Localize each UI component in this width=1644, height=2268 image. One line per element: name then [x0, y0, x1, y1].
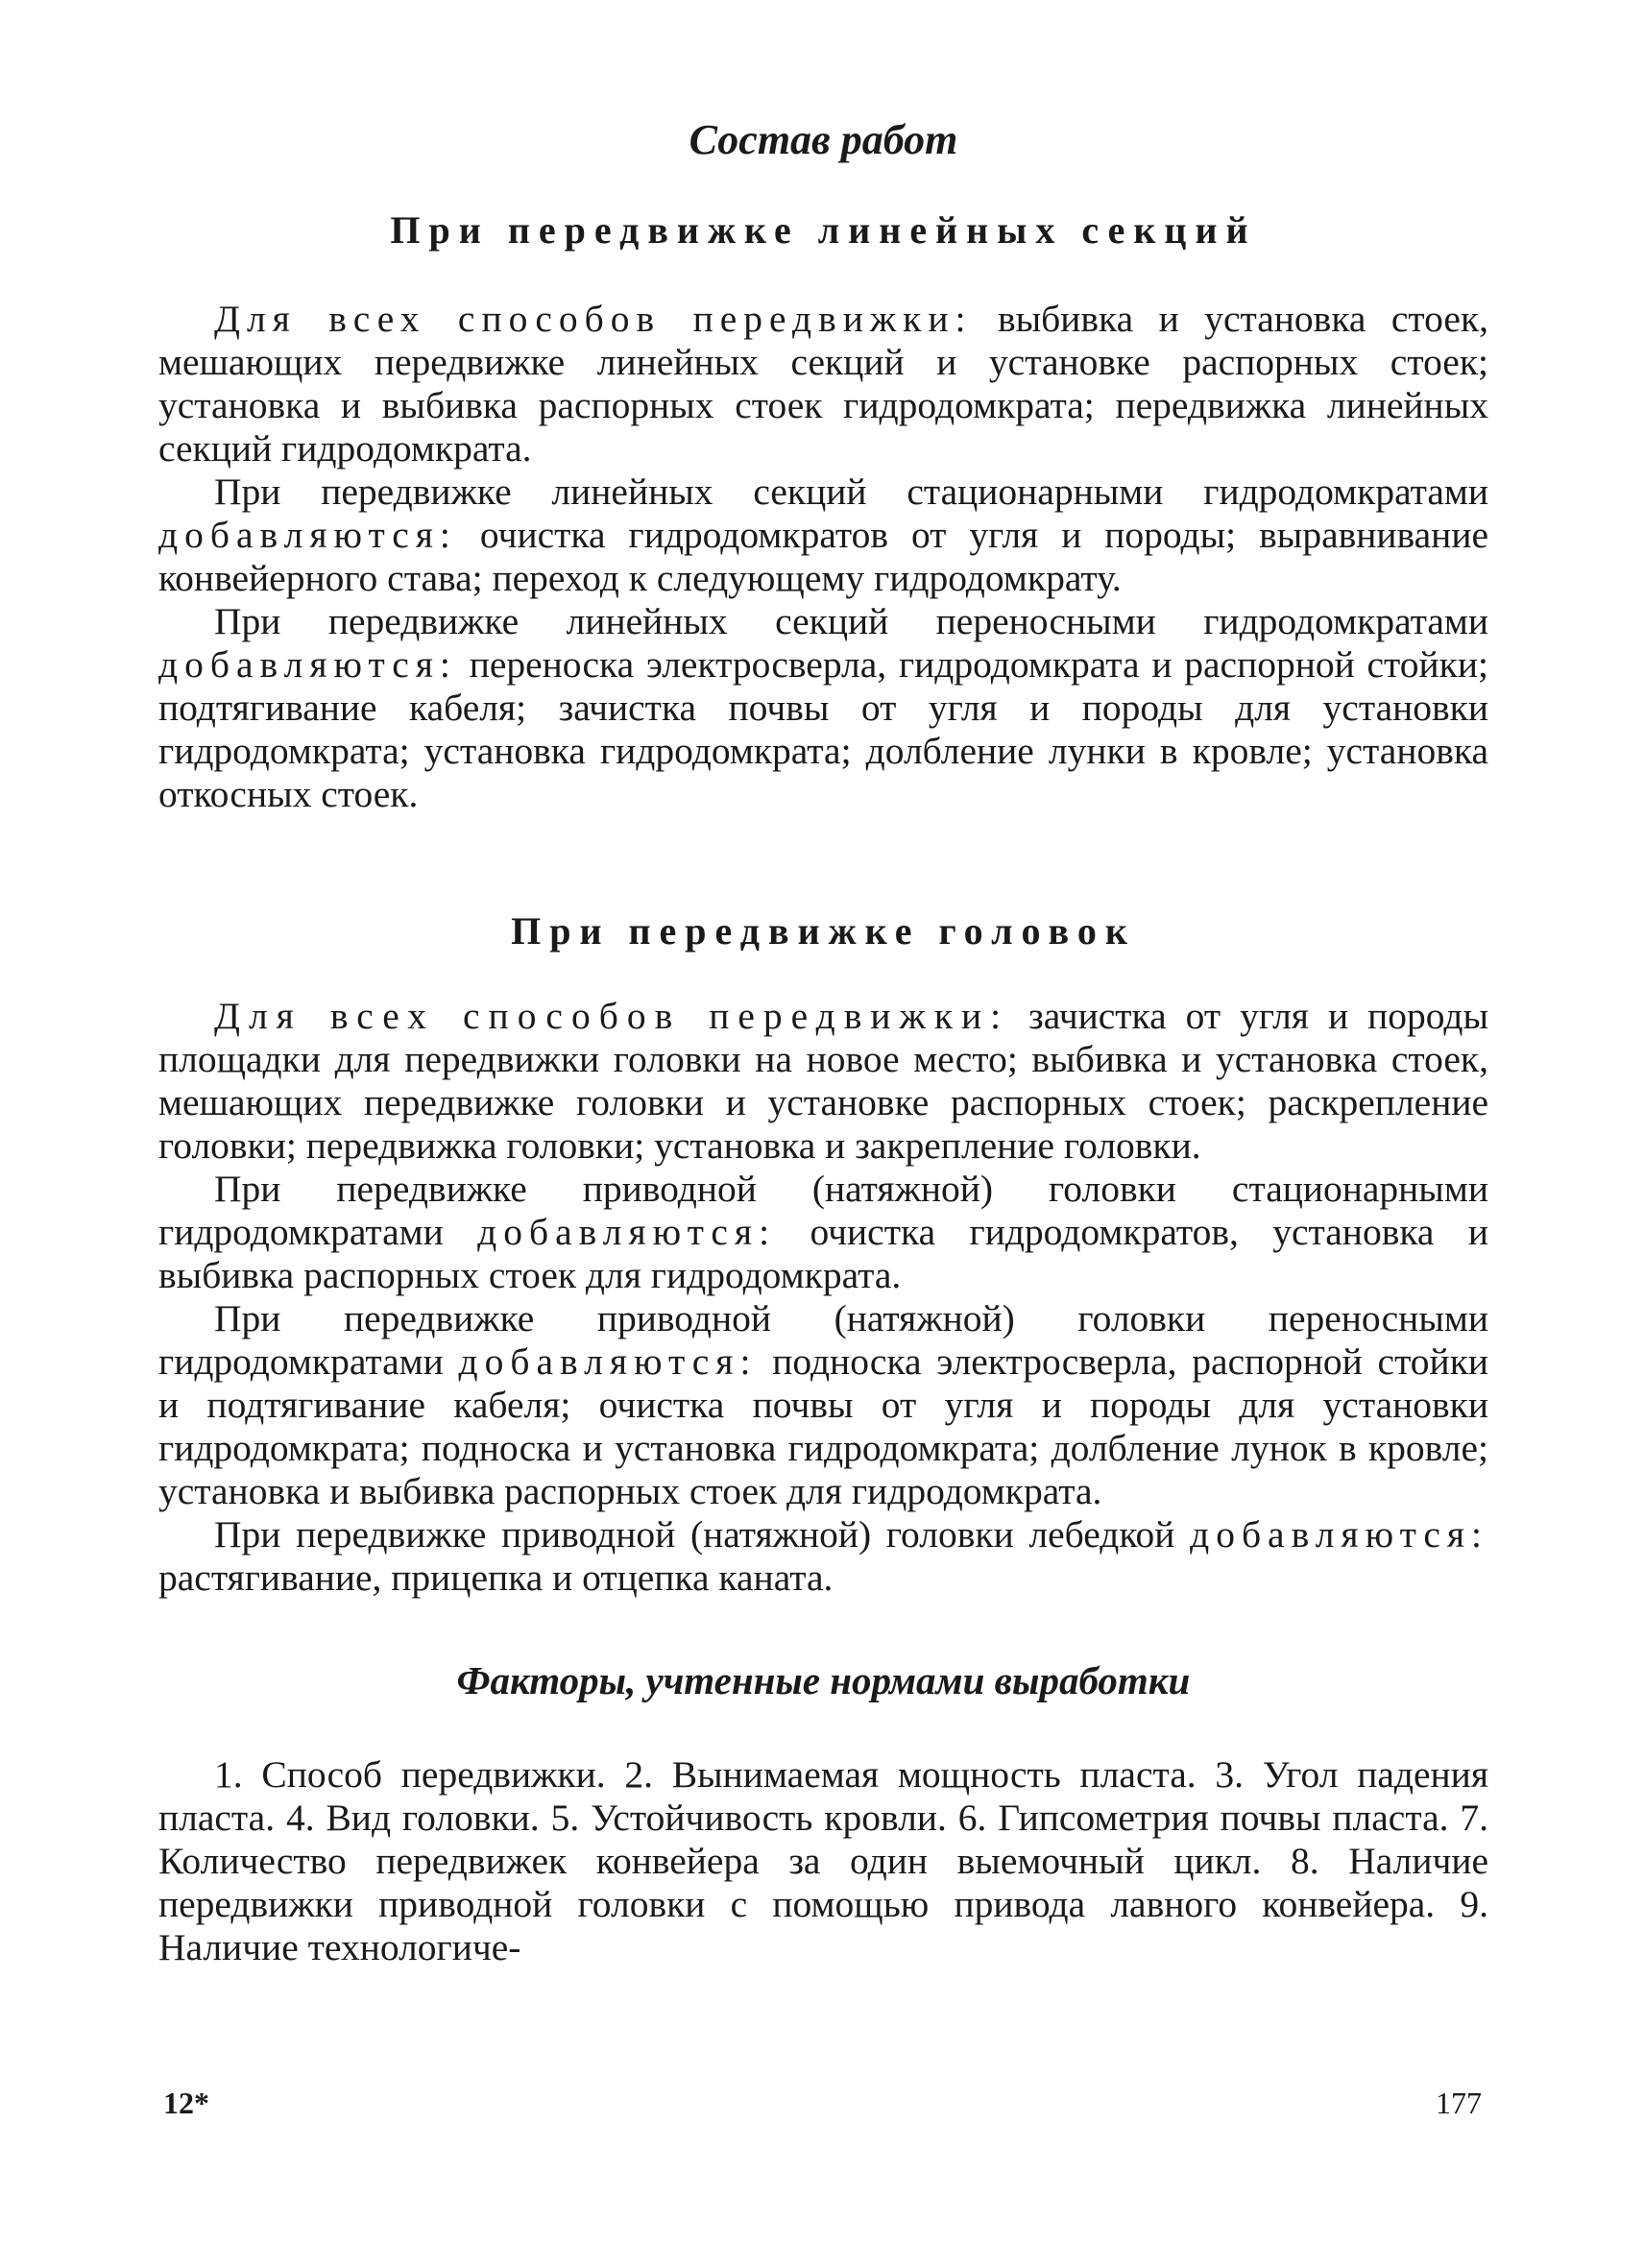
page-title: Состав работ [689, 116, 958, 163]
paragraph [158, 995, 1488, 1168]
paragraph [158, 1513, 1488, 1600]
paragraph-keyword: добавляются: [158, 643, 457, 686]
printer-signature: 12* [163, 2086, 209, 2120]
paragraph-text: растягивание, прицепка и отцепка каната. [158, 1556, 834, 1599]
paragraph [158, 470, 1488, 600]
paragraph [158, 1297, 1488, 1513]
paragraph-text: очистка гидродомкратов, установка и выбивка распорных стоек для гидродомкрата. [158, 1211, 1488, 1296]
paragraph-keyword: добавляются: [158, 514, 457, 556]
paragraph-text: переноска электросверла, гидродомкрата и распорной стойки; подтягивание кабеля; зачистка почвы от угля и породы для установки гидродомкрата; установка гидродомкрата; долбление лунки в кровле; установка откосных стоек. [158, 643, 1488, 815]
paragraph-text: При передвижке приводной (натяжной) головки переносными гидродомкратами [158, 1297, 1488, 1383]
paragraph-lead: Для всех способов передвижки: [214, 995, 1010, 1037]
paragraph-keyword: добавляются: [1190, 1513, 1488, 1556]
section-heading-linear-sections: При передвижке линейных секций [390, 208, 1257, 252]
paragraph [158, 600, 1488, 816]
page-content [158, 106, 1488, 1969]
paragraph-text: При передвижке линейных секций стационарными гидродомкратами [214, 470, 1488, 513]
paragraph-text: зачистка от угля и породы площадки для передвижки головки на новое место; выбивка и установка стоек, мешающих передвижке головки и установке распорных стоек; раскрепление головки; передвижка головки; установка и закрепление головки. [158, 995, 1488, 1167]
paragraph-text: выбивка и установка стоек, мешающих передвижке линейных секций и установке распорных стоек; установка и выбивка распорных стоек гидродомкрата; передвижка линейных секций гидродомкрата. [158, 298, 1489, 470]
paragraph-text: очистка гидродомкратов от угля и породы; выравнивание конвейерного става; переход к следующему гидродомкрату. [158, 514, 1488, 599]
paragraph-text: подноска электросверла, распорной стойки и подтягивание кабеля; очистка почвы от угля и породы для установки гидродомкрата; подноска и установка гидродомкрата; долбление лунок в кровле; установка и выбивка распорных стоек для гидродомкрата. [158, 1340, 1489, 1512]
paragraph [158, 1168, 1488, 1297]
paragraph-text: При передвижке приводной (натяжной) головки лебедкой [214, 1513, 1175, 1556]
paragraph [158, 298, 1488, 470]
paragraph-keyword: добавляются: [477, 1211, 777, 1253]
paragraph-text: При передвижке приводной (натяжной) головки стационарными гидродомкратами [158, 1168, 1488, 1253]
factors-paragraph: 1. Способ передвижки. 2. Вынимаемая мощность пласта. 3. Угол падения пласта. 4. Вид головки. 5. Устойчивость кровли. 6. Гипсометрия почвы пласта. 7. Количество передвижек конвейера за один выемочный цикл. 8. Наличие передвижки приводной головки с помощью привода лавного конвейера. 9. Наличие технологиче- [158, 1753, 1488, 1968]
paragraph-lead: Для всех способов передвижки: [214, 298, 973, 340]
paragraph-text: При передвижке линейных секций переносными гидродомкратами [214, 600, 1488, 642]
paragraph-keyword: добавляются: [458, 1340, 758, 1383]
section-heading-factors: Факторы, учтенные нормами выработки [456, 1658, 1191, 1702]
page-number: 177 [1436, 2086, 1482, 2120]
section-heading-heads: При передвижке головок [511, 909, 1136, 953]
